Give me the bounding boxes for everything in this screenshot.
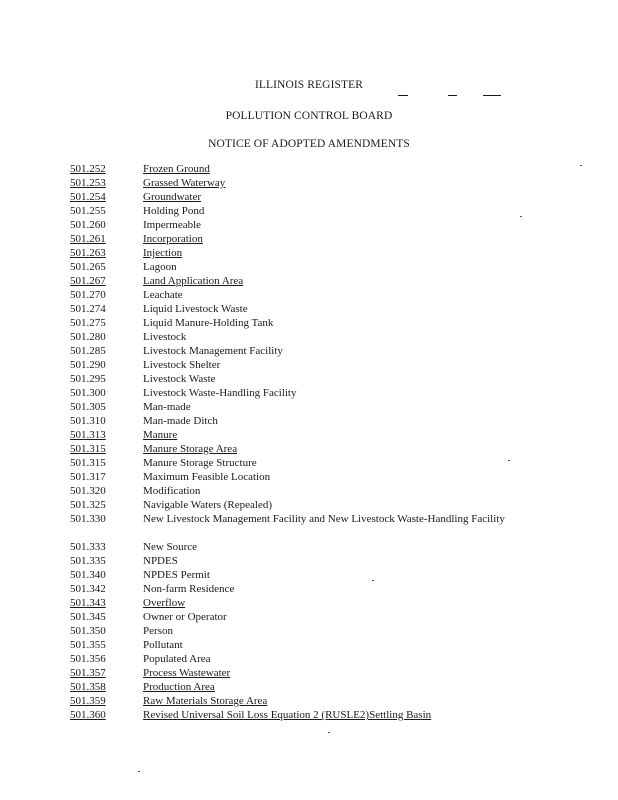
section-term: Maximum Feasible Location — [143, 471, 271, 483]
section-term: NPDES — [143, 555, 178, 567]
section-row — [70, 232, 540, 246]
section-number: 501.285 — [70, 345, 106, 357]
section-term: Process Wastewater — [143, 667, 231, 679]
scan-speck — [372, 580, 374, 581]
section-term: Production Area — [143, 681, 215, 693]
section-term: Manure Storage Structure — [143, 457, 257, 469]
section-number: 501.265 — [70, 261, 106, 273]
section-row — [70, 330, 540, 344]
section-number: 501.261 — [70, 233, 106, 245]
section-row — [70, 288, 540, 302]
section-row — [70, 596, 540, 610]
section-term: Man-made — [143, 401, 191, 413]
section-number: 501.260 — [70, 219, 106, 231]
section-row — [70, 316, 540, 330]
section-row — [70, 176, 540, 190]
scan-speck — [580, 165, 582, 166]
section-row — [70, 484, 540, 498]
section-row — [70, 260, 540, 274]
section-row — [70, 680, 540, 694]
section-term: Liquid Manure-Holding Tank — [143, 317, 274, 329]
section-number: 501.295 — [70, 373, 106, 385]
register-title: ILLINOIS REGISTER — [254, 79, 364, 91]
section-number: 501.267 — [70, 275, 106, 287]
section-row — [70, 694, 540, 708]
section-number: 501.333 — [70, 541, 106, 553]
section-number: 501.280 — [70, 331, 106, 343]
blank-line — [483, 95, 501, 96]
section-number: 501.252 — [70, 163, 106, 175]
section-row — [70, 190, 540, 204]
section-number: 501.290 — [70, 359, 106, 371]
section-number: 501.274 — [70, 303, 106, 315]
scan-speck — [138, 771, 140, 772]
section-number: 501.313 — [70, 429, 106, 441]
section-row — [70, 624, 540, 638]
section-row — [70, 372, 540, 386]
section-row — [70, 610, 540, 624]
section-row — [70, 554, 540, 568]
section-term: Frozen Ground — [143, 163, 210, 175]
section-term: Livestock Waste — [143, 373, 216, 385]
section-term: New Source — [143, 541, 198, 553]
section-row — [70, 246, 540, 260]
section-term: Raw Materials Storage Area — [143, 695, 268, 707]
section-number: 501.305 — [70, 401, 106, 413]
section-number: 501.255 — [70, 205, 106, 217]
section-number: 501.315 — [70, 457, 106, 469]
section-row — [70, 512, 540, 540]
scan-speck — [328, 732, 330, 733]
section-number: 501.263 — [70, 247, 106, 259]
section-term: Holding Pond — [143, 205, 205, 217]
section-term: Grassed Waterway — [143, 177, 226, 189]
section-row — [70, 582, 540, 596]
section-row — [70, 302, 540, 316]
section-number: 501.359 — [70, 695, 106, 707]
section-row — [70, 218, 540, 232]
section-number: 501.357 — [70, 667, 106, 679]
notice-title: NOTICE OF ADOPTED AMENDMENTS — [208, 138, 410, 150]
board-title: POLLUTION CONTROL BOARD — [225, 110, 393, 122]
section-row — [70, 442, 540, 456]
section-row — [70, 638, 540, 652]
section-row — [70, 568, 540, 582]
section-number: 501.275 — [70, 317, 106, 329]
section-row — [70, 414, 540, 428]
section-number: 501.254 — [70, 191, 106, 203]
section-term: Populated Area — [143, 653, 211, 665]
section-term: Revised Universal Soil Loss Equation 2 (RUSLE2)Settling Basin — [143, 709, 432, 721]
section-term: Livestock Shelter — [143, 359, 221, 371]
section-row — [70, 498, 540, 512]
section-term: Incorporation — [143, 233, 203, 245]
section-term: Land Application Area — [143, 275, 244, 287]
section-number: 501.342 — [70, 583, 106, 595]
section-list — [70, 162, 540, 722]
section-term: Leachate — [143, 289, 183, 301]
section-number: 501.358 — [70, 681, 106, 693]
section-number: 501.300 — [70, 387, 106, 399]
section-row — [70, 400, 540, 414]
section-row — [70, 274, 540, 288]
section-number: 501.345 — [70, 611, 106, 623]
section-number: 501.320 — [70, 485, 106, 497]
section-row — [70, 204, 540, 218]
blank-line — [448, 95, 457, 96]
section-number: 501.325 — [70, 499, 106, 511]
section-term: New Livestock Management Facility and New Livestock Waste-Handling Facility — [143, 513, 505, 525]
section-number: 501.270 — [70, 289, 106, 301]
section-term: Manure — [143, 429, 178, 441]
section-number: 501.343 — [70, 597, 106, 609]
section-number: 501.335 — [70, 555, 106, 567]
section-row — [70, 652, 540, 666]
section-term: Groundwater — [143, 191, 202, 203]
section-number: 501.253 — [70, 177, 106, 189]
section-row — [70, 386, 540, 400]
section-term: Pollutant — [143, 639, 183, 651]
section-row — [70, 344, 540, 358]
section-row — [70, 708, 540, 722]
section-term: Livestock — [143, 331, 187, 343]
section-term: Impermeable — [143, 219, 202, 231]
section-term: Overflow — [143, 597, 186, 609]
section-term: Liquid Livestock Waste — [143, 303, 248, 315]
section-row — [70, 456, 540, 470]
section-number: 501.330 — [70, 513, 106, 525]
section-row — [70, 540, 540, 554]
section-term: Livestock Waste-Handling Facility — [143, 387, 297, 399]
section-number: 501.350 — [70, 625, 106, 637]
section-term: Owner or Operator — [143, 611, 227, 623]
section-number: 501.340 — [70, 569, 106, 581]
section-term: Injection — [143, 247, 183, 259]
section-number: 501.315 — [70, 443, 106, 455]
section-term: Livestock Management Facility — [143, 345, 283, 357]
section-number: 501.355 — [70, 639, 106, 651]
section-number: 501.356 — [70, 653, 106, 665]
scan-speck — [508, 460, 510, 461]
section-number: 501.310 — [70, 415, 106, 427]
section-row — [70, 428, 540, 442]
scan-speck — [520, 216, 522, 217]
section-term: Manure Storage Area — [143, 443, 238, 455]
section-term: Non-farm Residence — [143, 583, 235, 595]
section-row — [70, 666, 540, 680]
section-row — [70, 470, 540, 484]
section-term: Lagoon — [143, 261, 177, 273]
section-number: 501.360 — [70, 709, 106, 721]
section-term: Person — [143, 625, 173, 637]
section-term: NPDES Permit — [143, 569, 210, 581]
section-number: 501.317 — [70, 471, 106, 483]
section-row — [70, 162, 540, 176]
blank-line — [398, 95, 408, 96]
section-row — [70, 358, 540, 372]
section-term: Navigable Waters (Repealed) — [143, 499, 273, 511]
section-term: Modification — [143, 485, 201, 497]
section-term: Man-made Ditch — [143, 415, 218, 427]
